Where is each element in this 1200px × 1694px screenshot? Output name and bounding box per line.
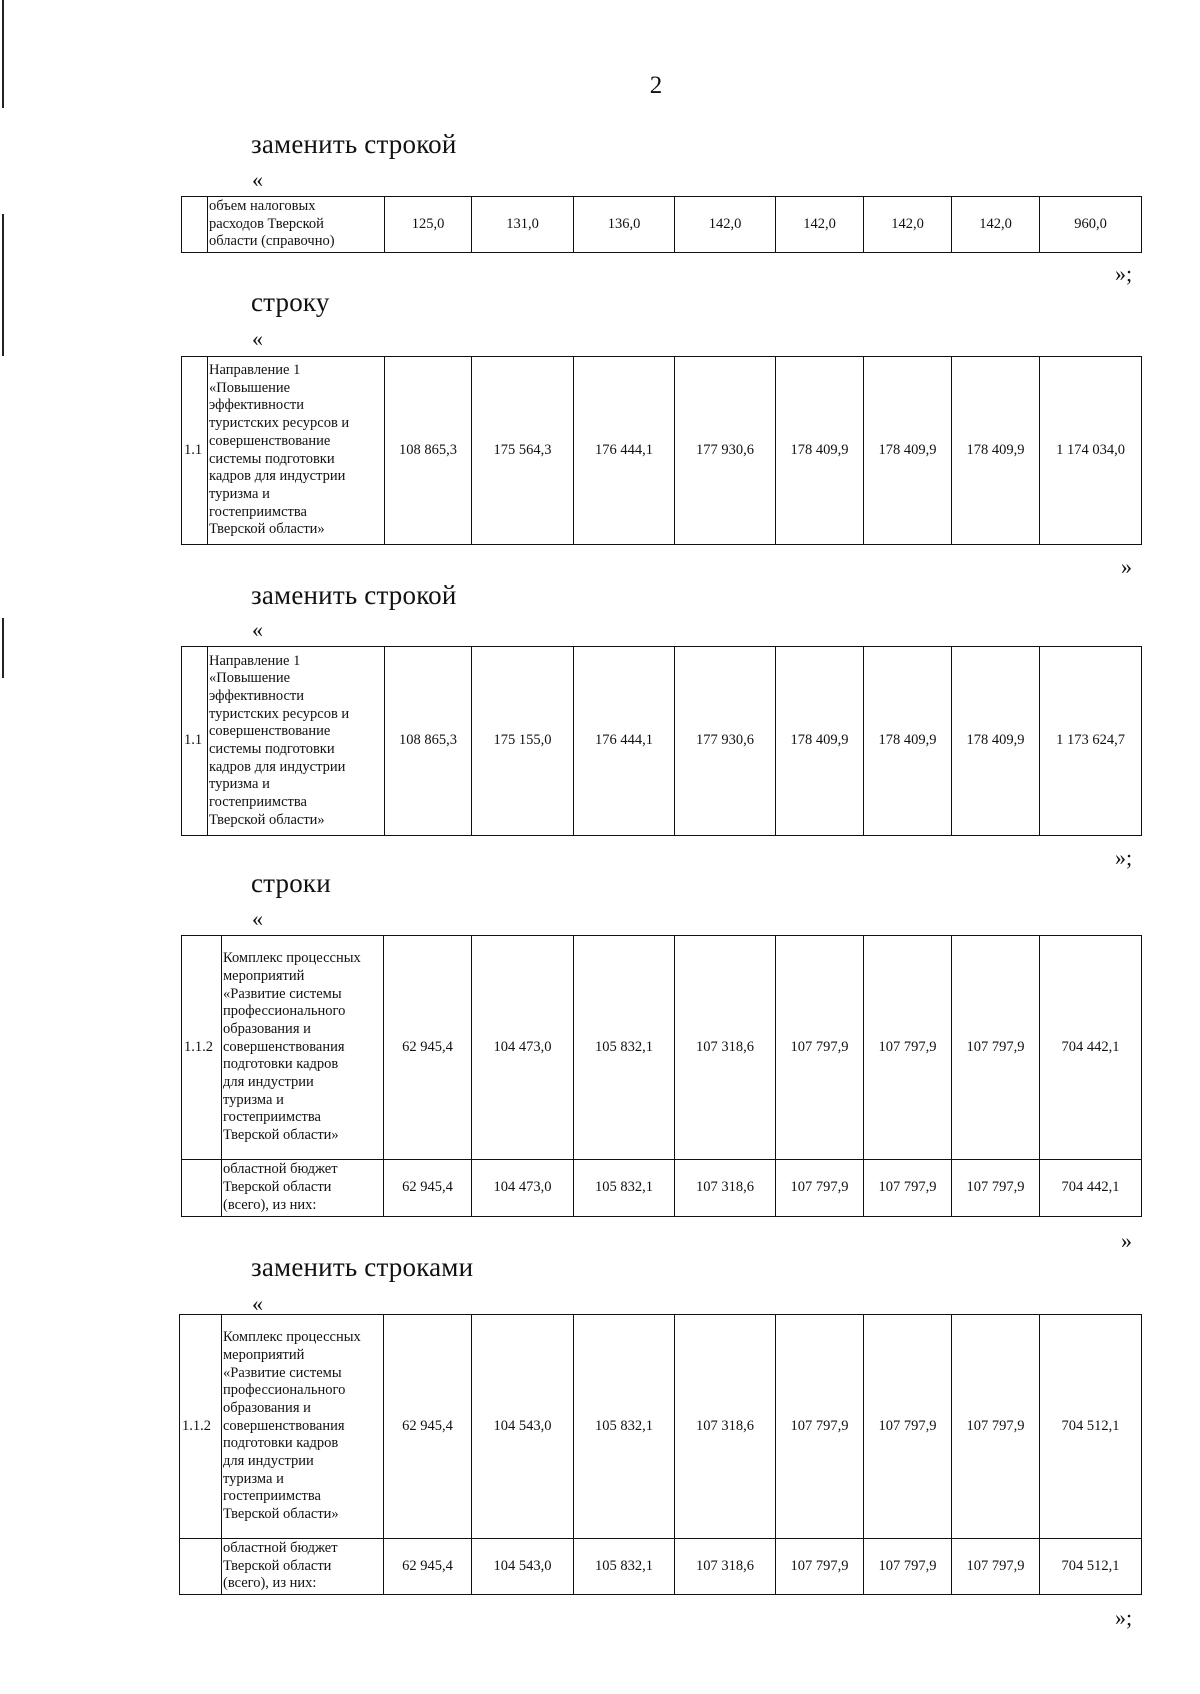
row-number: 1.1.2 <box>182 936 222 1160</box>
value-cell: 104 543,0 <box>472 1315 574 1539</box>
opening-quote: « <box>252 1291 263 1316</box>
value-cell: 178 409,9 <box>952 357 1040 545</box>
value-cell: 105 832,1 <box>574 1315 675 1539</box>
row-name: областной бюджет Тверской области (всего), из них: <box>222 1160 384 1217</box>
value-cell: 125,0 <box>385 197 472 253</box>
table-row <box>182 936 1142 1160</box>
table-row <box>182 1160 1142 1217</box>
amendment-table <box>181 646 1142 836</box>
value-cell: 960,0 <box>1040 197 1142 253</box>
value-cell: 1 173 624,7 <box>1040 647 1142 836</box>
table-row <box>180 1539 1142 1595</box>
table-row <box>182 647 1142 836</box>
value-cell: 108 865,3 <box>385 647 472 836</box>
value-cell: 62 945,4 <box>384 1160 472 1217</box>
value-cell: 1 174 034,0 <box>1040 357 1142 545</box>
row-name: областной бюджет Тверской области (всего), из них: <box>222 1539 384 1595</box>
closing-quote: »; <box>1115 261 1133 286</box>
value-cell: 105 832,1 <box>574 1539 675 1595</box>
closing-quote: » <box>1121 1228 1132 1253</box>
row-name: Комплекс процессных мероприятий «Развитие системы профессионального образования и совершенствования подготовки кадров для индустрии туризма и гостеприимства Тверской области» <box>222 1315 384 1539</box>
value-cell: 107 797,9 <box>776 1315 864 1539</box>
value-cell: 107 797,9 <box>952 936 1040 1160</box>
value-cell: 108 865,3 <box>385 357 472 545</box>
table-row <box>182 197 1142 253</box>
row-number <box>182 197 208 253</box>
amendment-table <box>179 1314 1142 1595</box>
table-row <box>180 1315 1142 1539</box>
value-cell: 131,0 <box>472 197 574 253</box>
value-cell: 175 564,3 <box>472 357 574 545</box>
value-cell: 142,0 <box>776 197 864 253</box>
value-cell: 62 945,4 <box>384 1315 472 1539</box>
scan-margin-mark <box>2 214 4 356</box>
value-cell: 107 797,9 <box>864 936 952 1160</box>
row-number: 1.1 <box>182 357 208 545</box>
block-heading: заменить строкой <box>251 129 457 159</box>
value-cell: 105 832,1 <box>574 1160 675 1217</box>
value-cell: 107 797,9 <box>864 1160 952 1217</box>
value-cell: 107 797,9 <box>952 1160 1040 1217</box>
value-cell: 107 797,9 <box>864 1315 952 1539</box>
value-cell: 107 318,6 <box>675 936 776 1160</box>
value-cell: 142,0 <box>675 197 776 253</box>
value-cell: 107 797,9 <box>776 1539 864 1595</box>
row-name: Комплекс процессных мероприятий «Развитие системы профессионального образования и совершенствования подготовки кадров для индустрии туризма и гостеприимства Тверской области» <box>222 936 384 1160</box>
value-cell: 178 409,9 <box>776 647 864 836</box>
value-cell: 62 945,4 <box>384 1539 472 1595</box>
block-heading: заменить строкой <box>251 580 457 610</box>
closing-quote: »; <box>1115 1605 1133 1630</box>
row-number: 1.1.2 <box>180 1315 222 1539</box>
value-cell: 107 318,6 <box>675 1315 776 1539</box>
page-number: 2 <box>649 72 663 99</box>
value-cell: 704 442,1 <box>1040 1160 1142 1217</box>
closing-quote: »; <box>1115 845 1133 870</box>
value-cell: 62 945,4 <box>384 936 472 1160</box>
value-cell: 107 797,9 <box>952 1539 1040 1595</box>
value-cell: 107 797,9 <box>952 1315 1040 1539</box>
row-number <box>182 1160 222 1217</box>
value-cell: 178 409,9 <box>952 647 1040 836</box>
value-cell: 175 155,0 <box>472 647 574 836</box>
value-cell: 104 473,0 <box>472 1160 574 1217</box>
value-cell: 104 543,0 <box>472 1539 574 1595</box>
value-cell: 107 797,9 <box>776 936 864 1160</box>
block-heading: строку <box>251 287 330 317</box>
value-cell: 177 930,6 <box>675 647 776 836</box>
value-cell: 104 473,0 <box>472 936 574 1160</box>
value-cell: 176 444,1 <box>574 647 675 836</box>
row-name: Направление 1 «Повышение эффективности туристских ресурсов и совершенствование системы подготовки кадров для индустрии туризма и гостеприимства Тверской области» <box>208 647 385 836</box>
opening-quote: « <box>252 617 263 642</box>
value-cell: 105 832,1 <box>574 936 675 1160</box>
block-heading: строки <box>251 868 331 898</box>
amendment-table <box>181 935 1142 1217</box>
value-cell: 704 442,1 <box>1040 936 1142 1160</box>
amendment-table <box>181 356 1142 545</box>
value-cell: 107 797,9 <box>776 1160 864 1217</box>
closing-quote: » <box>1121 554 1132 579</box>
value-cell: 107 797,9 <box>864 1539 952 1595</box>
value-cell: 142,0 <box>864 197 952 253</box>
value-cell: 142,0 <box>952 197 1040 253</box>
table-row <box>182 357 1142 545</box>
value-cell: 107 318,6 <box>675 1539 776 1595</box>
value-cell: 178 409,9 <box>864 357 952 545</box>
row-name: объем налоговых расходов Тверской области (справочно) <box>208 197 385 253</box>
row-number <box>180 1539 222 1595</box>
value-cell: 107 318,6 <box>675 1160 776 1217</box>
opening-quote: « <box>252 167 263 192</box>
value-cell: 177 930,6 <box>675 357 776 545</box>
scan-margin-mark <box>2 618 4 678</box>
opening-quote: « <box>252 326 263 351</box>
value-cell: 176 444,1 <box>574 357 675 545</box>
block-heading: заменить строками <box>251 1252 474 1282</box>
amendment-table <box>181 196 1142 253</box>
value-cell: 178 409,9 <box>864 647 952 836</box>
value-cell: 178 409,9 <box>776 357 864 545</box>
value-cell: 704 512,1 <box>1040 1315 1142 1539</box>
row-name: Направление 1 «Повышение эффективности туристских ресурсов и совершенствование системы подготовки кадров для индустрии туризма и гостеприимства Тверской области» <box>208 357 385 545</box>
opening-quote: « <box>252 906 263 931</box>
value-cell: 704 512,1 <box>1040 1539 1142 1595</box>
row-number: 1.1 <box>182 647 208 836</box>
value-cell: 136,0 <box>574 197 675 253</box>
